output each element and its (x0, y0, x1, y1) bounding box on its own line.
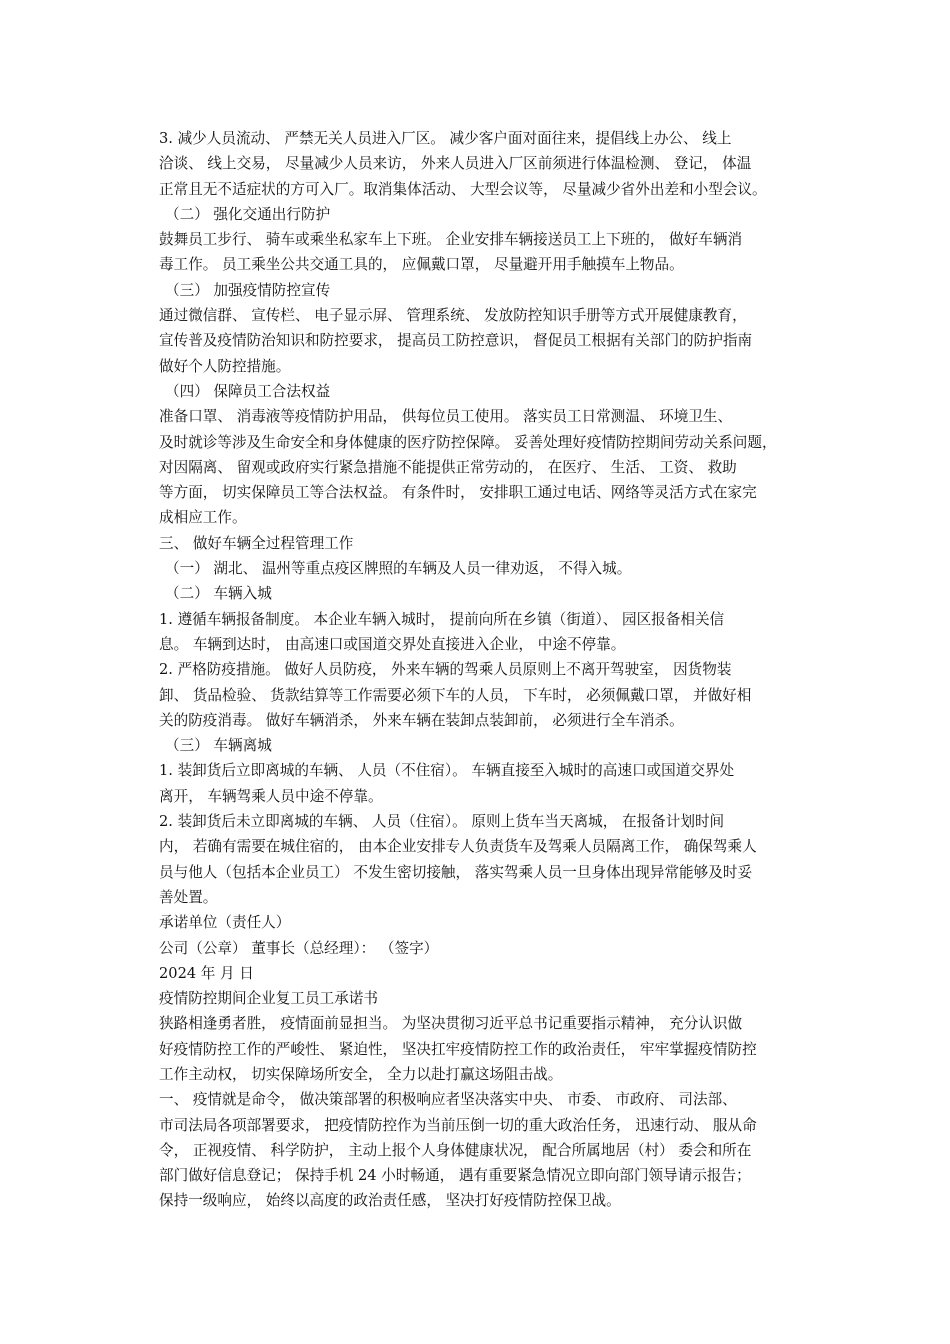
text-line: 公司（公章） 董事长（总经理）： （签字） (159, 939, 439, 957)
text-line: 成相应工作。 (159, 509, 247, 527)
text-line: 疫情防控期间企业复工员工承诺书 (159, 990, 378, 1008)
paragraph (145, 1011, 815, 1087)
text-line: 善处置。 (159, 888, 218, 906)
text-line: 对因隔离、 留观或政府实行紧急措施不能提供正常劳动的， 在医疗、 生活、 工资、 救助 (159, 458, 737, 476)
text-line: 三、 做好车辆全过程管理工作 (159, 534, 354, 552)
text-line: 及时就诊等涉及生命安全和身体健康的医疗防控保障。 妥善处理好疫情防控期间劳动关系问题， (159, 433, 777, 451)
text-line: （二） 强化交通出行防护 (165, 205, 331, 223)
text-line: 等方面， 切实保障员工等合法权益。 有条件时， 安排职工通过电话、网络等灵活方式在家完 (159, 484, 757, 502)
text-line: 毒工作。 员工乘坐公共交通工具的， 应佩戴口罩， 尽量避开用手触摸车上物品。 (159, 256, 684, 274)
text-line: 关的防疫消毒。 做好车辆消杀， 外来车辆在装卸点装卸前， 必须进行全车消杀。 (159, 711, 684, 729)
text-line: 通过微信群、 宣传栏、 电子显示屏、 管理系统、 发放防控知识手册等方式开展健康教育， (159, 307, 747, 325)
paragraph (145, 227, 815, 278)
paragraph (145, 733, 815, 758)
text-line: 令， 正视疫情、 科学防护， 主动上报个人身体健康状况， 配合所属地居（村） 委会和所在 (159, 1141, 752, 1159)
paragraph (145, 607, 815, 658)
text-line: 部门做好信息登记； 保持手机 24 小时畅通， 遇有重要紧急情况立即向部门领导请示报告； (159, 1167, 751, 1185)
text-line: （三） 车辆离城 (165, 737, 272, 755)
paragraph (145, 986, 815, 1011)
text-line: 2. 严格防疫措施。 做好人员防疫， 外来车辆的驾乘人员原则上不离开驾驶室， 因货物装 (159, 661, 732, 679)
text-line: 准备口罩、 消毒液等疫情防护用品， 供每位员工使用。 落实员工日常测温、 环境卫生、 (159, 408, 733, 426)
paragraph (145, 936, 815, 961)
paragraph (145, 910, 815, 935)
paragraph (145, 202, 815, 227)
text-line: 正常且无不适症状的方可入厂。取消集体活动、 大型会议等， 尽量减少省外出差和小型会议。 (159, 180, 767, 198)
paragraph (145, 278, 815, 303)
text-line: （三） 加强疫情防控宣传 (165, 281, 331, 299)
text-line: 洽谈、 线上交易， 尽量减少人员来访， 外来人员进入厂区前须进行体温检测、 登记， 体温 (159, 155, 752, 173)
text-line: 做好个人防控措施。 (159, 357, 291, 375)
text-line: 息。 车辆到达时， 由高速口或国道交界处直接进入企业， 中途不停靠。 (159, 635, 626, 653)
paragraph (145, 404, 815, 530)
text-line: 员与他人（包括本企业员工） 不发生密切接触， 落实驾乘人员一旦身体出现异常能够及时妥 (159, 863, 753, 881)
paragraph (145, 758, 815, 809)
text-line: 一、 疫情就是命令， 做决策部署的积极响应者坚决落实中央、 市委、 市政府、 司法部、 (159, 1091, 737, 1109)
text-line: 1. 遵循车辆报备制度。 本企业车辆入城时， 提前向所在乡镇（街道）、 园区报备相关信 (159, 610, 725, 628)
text-line: （一） 湖北、 温州等重点疫区牌照的车辆及人员一律劝返， 不得入城。 (165, 560, 632, 578)
document-page (145, 126, 815, 1214)
text-line: 狭路相逢勇者胜， 疫情面前显担当。 为坚决贯彻习近平总书记重要指示精神， 充分认识做 (159, 1015, 743, 1033)
text-line: 内， 若确有需要在城住宿的， 由本企业安排专人负责货车及驾乘人员隔离工作， 确保驾乘人 (159, 838, 757, 856)
text-line: （四） 保障员工合法权益 (165, 382, 331, 400)
text-line: 2024 年 月 日 (159, 964, 254, 982)
text-line: 工作主动权， 切实保障场所安全， 全力以赴打赢这场阻击战。 (159, 1065, 563, 1083)
text-line: 2. 装卸货后未立即离城的车辆、 人员（住宿）。 原则上货车当天离城， 在报备计划时间 (159, 813, 725, 831)
text-line: 卸、 货品检验、 货款结算等工作需要必须下车的人员， 下车时， 必须佩戴口罩， 并做好相 (159, 686, 752, 704)
paragraph (145, 961, 815, 986)
paragraph (145, 809, 815, 910)
text-line: 1. 装卸货后立即离城的车辆、 人员（不住宿）。 车辆直接至入城时的高速口或国道交界处 (159, 762, 735, 780)
paragraph (145, 1087, 815, 1213)
paragraph (145, 531, 815, 556)
text-line: 保持一级响应， 始终以高度的政治责任感， 坚决打好疫情防控保卫战。 (159, 1192, 621, 1210)
text-line: 3. 减少人员流动、 严禁无关人员进入厂区。 减少客户面对面往来，提倡线上办公、 线上 (159, 130, 732, 147)
paragraph (145, 581, 815, 606)
text-line: 市司法局各项部署要求， 把疫情防控作为当前压倒一切的重大政治任务， 迅速行动、 服从命 (159, 1116, 757, 1134)
text-line: 好疫情防控工作的严峻性、 紧迫性， 坚决扛牢疫情防控工作的政治责任， 牢牢掌握疫情防控 (159, 1040, 757, 1058)
text-line: 宣传普及疫情防治知识和防控要求， 提高员工防控意识， 督促员工根据有关部门的防护指南 (159, 332, 753, 350)
paragraph (145, 126, 815, 202)
text-line: 离开， 车辆驾乘人员中途不停靠。 (159, 787, 383, 805)
paragraph (145, 556, 815, 581)
text-line: 鼓舞员工步行、 骑车或乘坐私家车上下班。 企业安排车辆接送员工上下班的， 做好车辆消 (159, 231, 743, 249)
paragraph (145, 657, 815, 733)
paragraph (145, 303, 815, 379)
text-line: 承诺单位（责任人） (159, 914, 291, 932)
text-line: （二） 车辆入城 (165, 585, 272, 603)
paragraph (145, 379, 815, 404)
